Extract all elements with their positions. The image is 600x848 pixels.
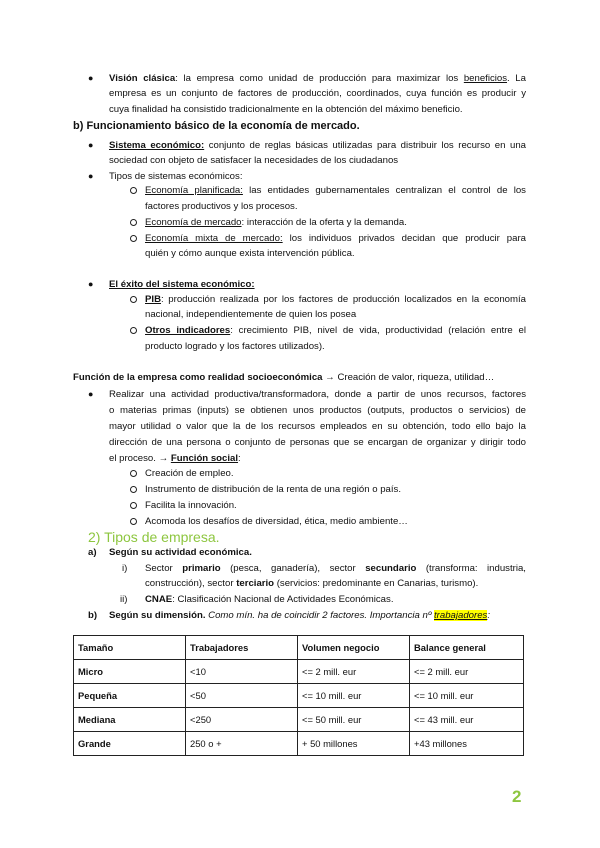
list-label-b: b) <box>88 610 98 621</box>
circle-bullet <box>130 235 137 242</box>
table-cell: <= 10 mill. eur <box>298 684 410 708</box>
pib-text: : producción realizada por los factores de producción localizados en la economía <box>161 294 526 305</box>
table-header-cell: Balance general <box>410 636 524 660</box>
bullet-dot: ● <box>88 73 94 83</box>
circle-bullet <box>130 327 137 334</box>
otros-text: : crecimiento PIB, nivel de vida, productividad (relación entre el <box>230 325 526 336</box>
funcion-para-line-4: dirección de una persona o conjunto de personas que se encargan de organizar y dirigir todo <box>109 437 526 448</box>
vision-text: : la empresa como unidad de producción para maximizar los <box>175 73 464 84</box>
cnae-text: : Clasificación Nacional de Actividades Económicas. <box>172 594 394 605</box>
vision-line-3: cuya finalidad ha consistido tradicionalmente en la obtención del máximo beneficio. <box>109 104 463 115</box>
section-b-heading: b) Funcionamiento básico de la economía de mercado. <box>73 120 360 132</box>
otros-line-1 <box>145 325 526 337</box>
circle-bullet <box>130 486 137 493</box>
mercado-line <box>145 217 407 229</box>
table-cell: 250 o + <box>186 732 298 756</box>
table-cell: <250 <box>186 708 298 732</box>
sistema-line-2: sociedad con objeto de satisfacer la necesidades de los ciudadanos <box>109 155 399 166</box>
sectores-text: Sector <box>145 563 183 574</box>
sectores-text: (pesca, ganadería), sector <box>220 563 366 574</box>
sectores-text: construcción), sector <box>145 578 237 589</box>
mercado-term: Economía de mercado <box>145 217 242 228</box>
dimension-line <box>109 610 490 622</box>
tipos-empresa-heading: 2) Tipos de empresa. <box>88 529 220 545</box>
dimension-heading: Según su dimensión. <box>109 610 206 621</box>
list-label-i: i) <box>122 563 128 574</box>
planificada-line-1 <box>145 185 526 197</box>
mixta-line-2: quién y cómo aunque exista intervención pública. <box>145 248 355 259</box>
sectores-line-1 <box>145 563 526 575</box>
funcion-para-line-3: mayor utilidad o valor que la de los recursos empleados en su obtención, todo ello bajo la <box>109 421 526 432</box>
otros-term: Otros indicadores <box>145 325 231 336</box>
sistema-term: Sistema económico: <box>109 140 205 151</box>
table-cell: Pequeña <box>74 684 186 708</box>
tipos-intro: Tipos de sistemas económicos: <box>109 171 243 182</box>
table-cell: <= 2 mill. eur <box>410 660 524 684</box>
funcion-social-term: Función social <box>170 453 239 464</box>
secundario-term: secundario <box>365 563 417 574</box>
pib-term: PIB <box>145 294 161 305</box>
exito-heading: El éxito del sistema económico: <box>109 279 255 290</box>
list-label-a: a) <box>88 547 97 558</box>
funcion-para-line-5 <box>109 453 241 465</box>
company-size-table <box>73 635 524 756</box>
circle-bullet <box>130 219 137 226</box>
funcion-heading <box>73 372 494 384</box>
table-cell: <= 43 mill. eur <box>410 708 524 732</box>
planificada-line-2: factores productivos y los procesos. <box>145 201 298 212</box>
table-header-cell: Tamaño <box>74 636 186 660</box>
circle-bullet <box>130 502 137 509</box>
bullet-dot: ● <box>88 279 94 289</box>
social-item: Facilita la innovación. <box>145 500 237 511</box>
bullet-dot: ● <box>88 140 94 150</box>
sistema-text: conjunto de reglas básicas utilizadas para distribuir los recurso en una <box>204 140 526 151</box>
bullet-dot: ● <box>88 171 94 181</box>
list-label-ii: ii) <box>120 594 128 605</box>
mixta-term: Economía mixta de mercado: <box>145 233 283 244</box>
table-cell: Mediana <box>74 708 186 732</box>
mercado-text: : interacción de la oferta y la demanda. <box>241 217 407 228</box>
circle-bullet <box>130 296 137 303</box>
funcion-para-colon: : <box>238 453 241 464</box>
dimension-colon: : <box>487 610 491 621</box>
table-cell: Micro <box>74 660 186 684</box>
planificada-term: Economía planificada: <box>145 185 243 196</box>
social-item: Acomoda los desafíos de diversidad, ética, medio ambiente… <box>145 516 408 527</box>
circle-bullet <box>130 518 137 525</box>
funcion-heading-rest: → Creación de valor, riqueza, utilidad… <box>322 372 495 383</box>
page-number: 2 <box>512 787 522 806</box>
table-cell: <= 10 mill. eur <box>410 684 524 708</box>
social-item: Creación de empleo. <box>145 468 234 479</box>
mixta-line-1 <box>145 233 526 245</box>
mixta-text: los individuos privados decidan que producir para <box>282 233 527 244</box>
primario-term: primario <box>182 563 221 574</box>
table-header-row <box>74 636 524 660</box>
cnae-line <box>145 594 394 606</box>
circle-bullet <box>130 187 137 194</box>
table-cell: +43 millones <box>410 732 524 756</box>
otros-line-2: producto logrado y los factores utilizados). <box>145 341 325 352</box>
pib-line-2: nacional, independientemente de quien los posea <box>145 309 357 320</box>
table-cell: <= 2 mill. eur <box>298 660 410 684</box>
beneficios-link[interactable]: beneficios <box>463 73 508 84</box>
table-header-cell: Volumen negocio <box>298 636 410 660</box>
table-row <box>74 660 524 684</box>
table-cell: Grande <box>74 732 186 756</box>
social-item: Instrumento de distribución de la renta de una región o país. <box>145 484 401 495</box>
funcion-para-text: el proceso. → <box>109 453 171 464</box>
table-row <box>74 708 524 732</box>
planificada-text: las entidades gubernamentales centralizan el control de los <box>242 185 526 196</box>
table-cell: <= 50 mill. eur <box>298 708 410 732</box>
funcion-heading-bold: Función de la empresa como realidad socioeconómica <box>73 372 323 383</box>
actividad-heading: Según su actividad económica. <box>109 547 252 558</box>
vision-line-2: empresa es un conjunto de factores de producción, coordinados, cuya función es producir y <box>109 88 526 99</box>
vision-term: Visión clásica <box>109 73 176 84</box>
table-cell: <10 <box>186 660 298 684</box>
sectores-text: (transforma: industria, <box>416 563 526 574</box>
funcion-para-line-1: Realizar una actividad productiva/transformadora, donde a partir de unos recursos, factores <box>109 389 526 400</box>
terciario-term: terciario <box>236 578 275 589</box>
pib-line-1 <box>145 294 526 306</box>
bullet-dot: ● <box>88 389 94 399</box>
vision-text-end: . La <box>507 73 526 84</box>
dimension-note: Como mín. ha de coincidir 2 factores. Importancia nº <box>205 610 435 621</box>
table-header-cell: Trabajadores <box>186 636 298 660</box>
vision-line-1 <box>109 73 526 85</box>
table-cell: <50 <box>186 684 298 708</box>
trabajadores-highlight: trabajadores <box>434 610 488 621</box>
sectores-text: (servicios: predominante en Canarias, turismo). <box>274 578 479 589</box>
sistema-line-1 <box>109 140 526 152</box>
sectores-line-2 <box>145 578 478 590</box>
table-cell: + 50 millones <box>298 732 410 756</box>
cnae-term: CNAE <box>145 594 173 605</box>
circle-bullet <box>130 470 137 477</box>
funcion-para-line-2: o materias primas (inputs) se obtienen unos productos (outputs, productos o servicios) de <box>109 405 526 416</box>
table-row <box>74 684 524 708</box>
table-row <box>74 732 524 756</box>
